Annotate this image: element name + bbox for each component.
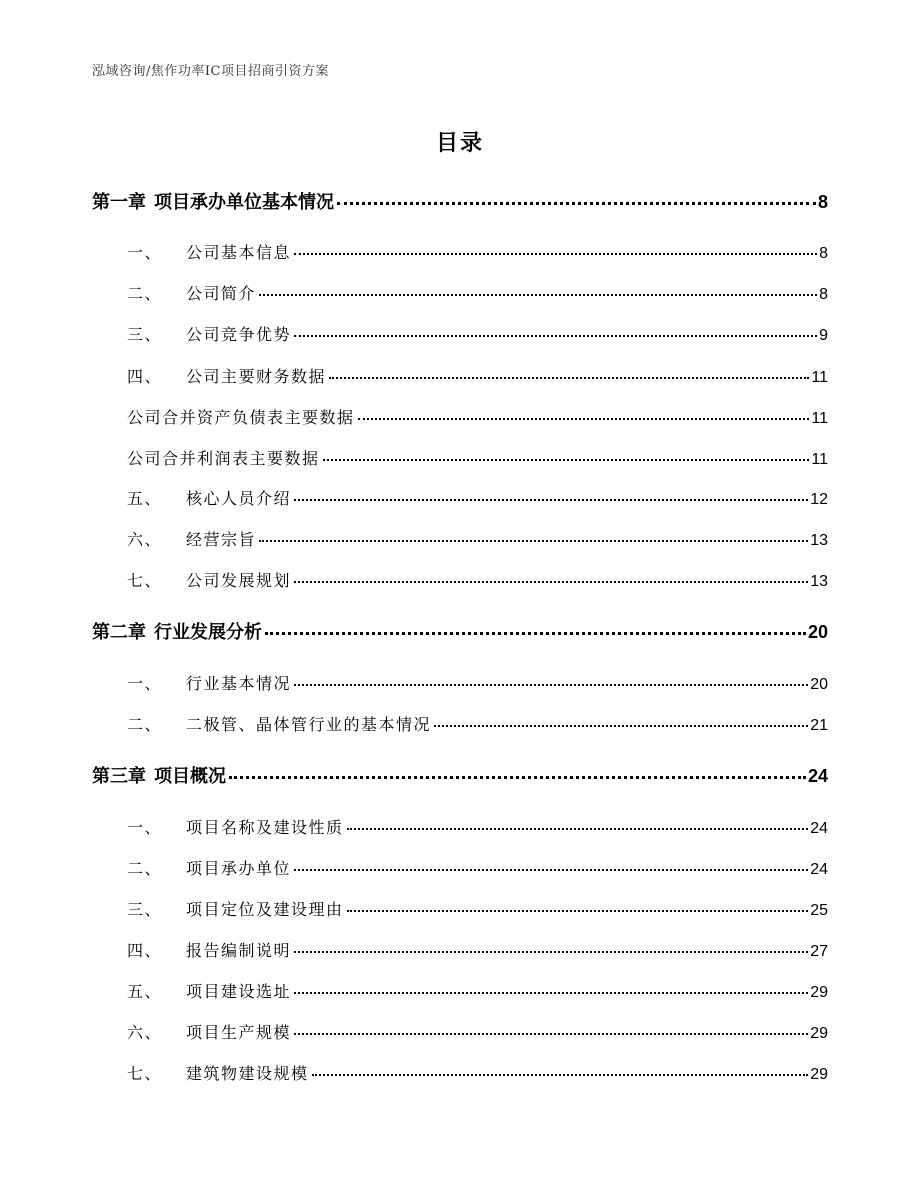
toc-section-3-4[interactable] [127, 938, 828, 961]
toc-entry-title: 项目名称及建设性质 [186, 818, 344, 837]
toc-entry-title: 二极管、晶体管行业的基本情况 [186, 715, 432, 734]
toc-entry-label: 五、 [127, 982, 163, 1001]
toc-entry-page: 11 [811, 410, 828, 427]
toc-entry-label: 三、 [127, 900, 163, 919]
toc-leader-dots [294, 951, 808, 953]
toc-entry-title: 公司竞争优势 [186, 325, 292, 344]
toc-section-3-7[interactable] [127, 1061, 828, 1084]
toc-leader-dots [312, 1074, 809, 1076]
toc-entry-page: 25 [810, 902, 828, 919]
toc-entry-page: 24 [807, 766, 828, 786]
toc-section-1-2[interactable] [127, 281, 828, 304]
toc-chapter-3[interactable] [92, 762, 828, 788]
toc-entry-page: 29 [810, 984, 828, 1001]
toc-entry-title: 项目定位及建设理由 [186, 900, 344, 919]
toc-entry-page: 9 [819, 327, 828, 344]
toc-leader-dots [294, 253, 817, 255]
toc-section-1-4[interactable] [127, 364, 828, 387]
toc-leader-dots [294, 992, 808, 994]
toc-leader-dots [229, 776, 806, 779]
toc-section-1-1[interactable] [127, 240, 828, 263]
toc-entry-title: 行业发展分析 [154, 622, 262, 643]
toc-leader-dots [358, 418, 810, 420]
toc-leader-dots [265, 632, 806, 635]
toc-leader-dots [294, 869, 808, 871]
toc-leader-dots [347, 828, 809, 830]
toc-entry-page: 24 [810, 861, 828, 878]
toc-entry-page: 13 [810, 573, 828, 590]
toc-leader-dots [294, 684, 808, 686]
toc-entry-page: 29 [810, 1025, 828, 1042]
toc-entry-title: 公司合并资产负债表主要数据 [127, 408, 355, 427]
toc-entry-label: 第二章 [92, 622, 146, 643]
toc-entry-label: 七、 [127, 1064, 163, 1083]
toc-section-1-3[interactable] [127, 322, 828, 345]
toc-leader-dots [337, 202, 816, 205]
toc-entry-page: 8 [817, 192, 828, 212]
toc-entry-title: 核心人员介绍 [186, 489, 292, 508]
toc-leader-dots [434, 725, 808, 727]
toc-entry-title: 项目承办单位 [186, 859, 292, 878]
toc-entry-label: 七、 [127, 571, 163, 590]
toc-entry-title: 项目生产规模 [186, 1023, 292, 1042]
toc-entry-page: 12 [810, 491, 828, 508]
toc-leader-dots [294, 499, 808, 501]
toc-leader-dots [294, 581, 808, 583]
toc-entry-label: 二、 [127, 715, 163, 734]
toc-leader-dots [259, 294, 817, 296]
toc-section-3-5[interactable] [127, 979, 828, 1002]
toc-section-1-5[interactable] [127, 486, 828, 509]
toc-section-3-6[interactable] [127, 1020, 828, 1043]
toc-entry-label: 一、 [127, 674, 163, 693]
toc-entry-page: 8 [819, 245, 828, 262]
toc-entry-label: 六、 [127, 1023, 163, 1042]
toc-entry-label: 二、 [127, 284, 163, 303]
toc-entry-title: 公司基本信息 [186, 243, 292, 262]
toc-leader-dots [294, 1033, 808, 1035]
toc-section-2-2[interactable] [127, 712, 828, 735]
toc-entry-page: 8 [819, 286, 828, 303]
toc-entry-title: 行业基本情况 [186, 674, 292, 693]
toc-leader-dots [323, 459, 810, 461]
toc-entry-page: 11 [811, 369, 828, 386]
toc-section-1-7[interactable] [127, 568, 828, 591]
toc-chapter-2[interactable] [92, 618, 828, 644]
toc-entry-title: 公司简介 [186, 284, 257, 303]
toc-entry-title: 公司合并利润表主要数据 [127, 449, 320, 468]
toc-entry-label: 六、 [127, 530, 163, 549]
toc-entry-label: 三、 [127, 325, 163, 344]
toc-entry-label: 五、 [127, 489, 163, 508]
toc-leader-dots [294, 335, 817, 337]
toc-section-3-1[interactable] [127, 815, 828, 838]
toc-entry-title: 项目概况 [154, 766, 226, 787]
toc-section-2-1[interactable] [127, 671, 828, 694]
toc-entry-title: 报告编制说明 [186, 941, 292, 960]
toc-entry-label: 一、 [127, 818, 163, 837]
toc-entry-page: 24 [810, 820, 828, 837]
toc-entry-page: 21 [810, 717, 828, 734]
toc-leader-dots [329, 377, 809, 379]
toc-entry-label: 一、 [127, 243, 163, 262]
toc-entry-label: 四、 [127, 941, 163, 960]
toc-entry-page: 29 [810, 1066, 828, 1083]
toc-entry-title: 公司主要财务数据 [186, 367, 327, 386]
toc-entry-title: 项目建设选址 [186, 982, 292, 1001]
toc-entry-title: 建筑物建设规模 [186, 1064, 309, 1083]
toc-entry-label: 第三章 [92, 766, 146, 787]
toc-section-3-2[interactable] [127, 856, 828, 879]
toc-section-3-3[interactable] [127, 897, 828, 920]
page-header: 泓域咨询/焦作功率IC项目招商引资方案 [92, 64, 329, 79]
toc-entry-page: 13 [810, 532, 828, 549]
toc-title: 目录 [435, 131, 484, 156]
toc-entry-label: 二、 [127, 859, 163, 878]
toc-entry-title: 公司发展规划 [186, 571, 292, 590]
toc-sub-1-4-b[interactable] [127, 446, 828, 469]
toc-entry-title: 经营宗旨 [186, 530, 257, 549]
toc-entry-page: 11 [811, 451, 828, 468]
toc-entry-label: 四、 [127, 367, 163, 386]
toc-entry-label: 第一章 [92, 192, 146, 213]
toc-entry-page: 27 [810, 943, 828, 960]
toc-leader-dots [259, 540, 808, 542]
toc-section-1-6[interactable] [127, 527, 828, 550]
toc-entry-page: 20 [807, 622, 828, 642]
toc-sub-1-4-a[interactable] [127, 405, 828, 428]
toc-chapter-1[interactable] [92, 188, 828, 214]
toc-leader-dots [347, 910, 809, 912]
toc-entry-title: 项目承办单位基本情况 [154, 192, 334, 213]
toc-entry-page: 20 [810, 676, 828, 693]
